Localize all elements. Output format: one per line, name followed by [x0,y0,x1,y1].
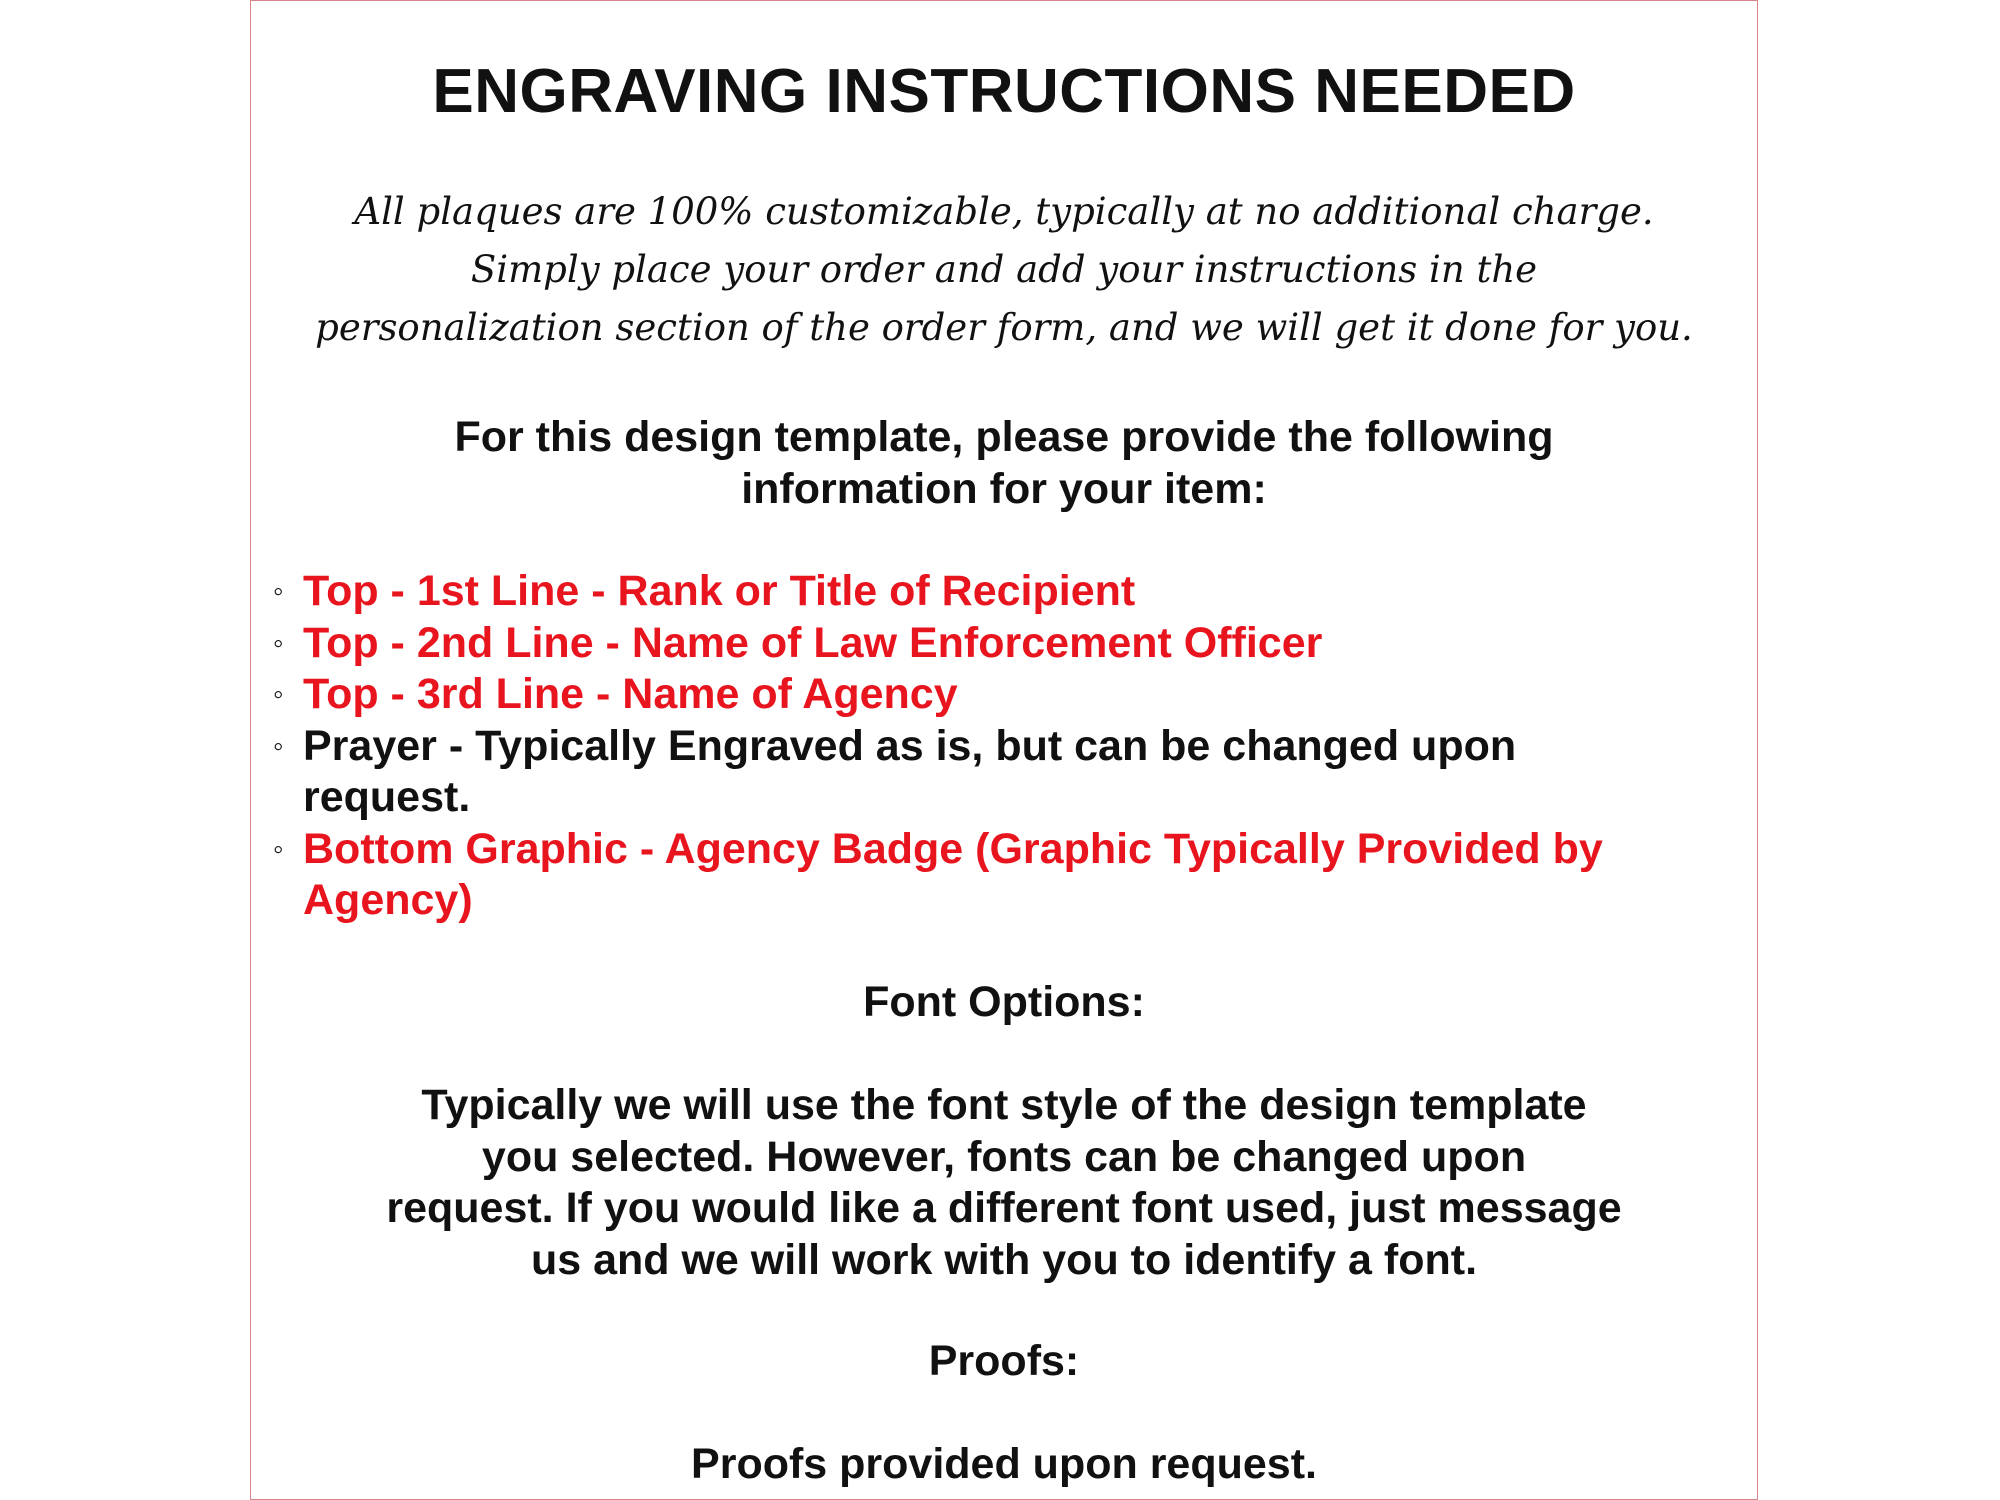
list-item-text: request. [303,773,471,821]
bullet-icon: ◦ [273,832,284,866]
required-info-list [273,566,1733,927]
list-item-text: Top - 3rd Line - Name of Agency [303,670,958,718]
bullet-icon: ◦ [273,575,284,608]
font-options-heading: Font Options: [863,978,1145,1026]
page-title: ENGRAVING INSTRUCTIONS NEEDED [432,57,1576,126]
list-item-top-line-2 [273,618,1733,670]
list-item-text: Top - 1st Line - Rank or Title of Recipient [303,567,1136,615]
customization-note-line: All plaques are 100% customizable, typically at no additional charge. [354,190,1654,233]
list-item-prayer [273,721,1733,824]
list-item-text: Top - 2nd Line - Name of Law Enforcement Officer [303,618,1323,667]
font-options-line: you selected. However, fonts can be changed upon [481,1132,1527,1181]
list-item-text: Prayer - Typically Engraved as is, but can be changed upon [303,721,1517,770]
customization-note [251,183,1757,357]
proofs-text: Proofs provided upon request. [691,1440,1317,1488]
font-options-text [251,1080,1757,1286]
list-item-bottom-graphic [273,824,1733,927]
bullet-icon: ◦ [273,626,284,660]
bullet-icon: ◦ [273,678,284,711]
intro-line: For this design template, please provide the following [454,413,1554,461]
instruction-sheet [250,0,1758,1500]
font-options-line: us and we will work with you to identify a font. [530,1235,1478,1284]
proofs-heading: Proofs: [928,1337,1080,1385]
list-item-top-line-1 [273,566,1733,618]
customization-note-line: personalization section of the order form, and we will get it done for you. [315,306,1693,349]
list-item-top-line-3 [273,669,1733,721]
list-item-text: Bottom Graphic - Agency Badge (Graphic Typically Provided by [303,824,1603,873]
intro-text [251,412,1757,515]
font-options-line: request. If you would like a different font used, just message [386,1184,1622,1232]
bullet-icon: ◦ [273,729,284,763]
customization-note-line: Simply place your order and add your instructions in the [470,248,1538,291]
font-options-line: Typically we will use the font style of the design template [421,1081,1587,1129]
list-item-text: Agency) [303,876,473,924]
intro-line: information for your item: [741,464,1267,513]
